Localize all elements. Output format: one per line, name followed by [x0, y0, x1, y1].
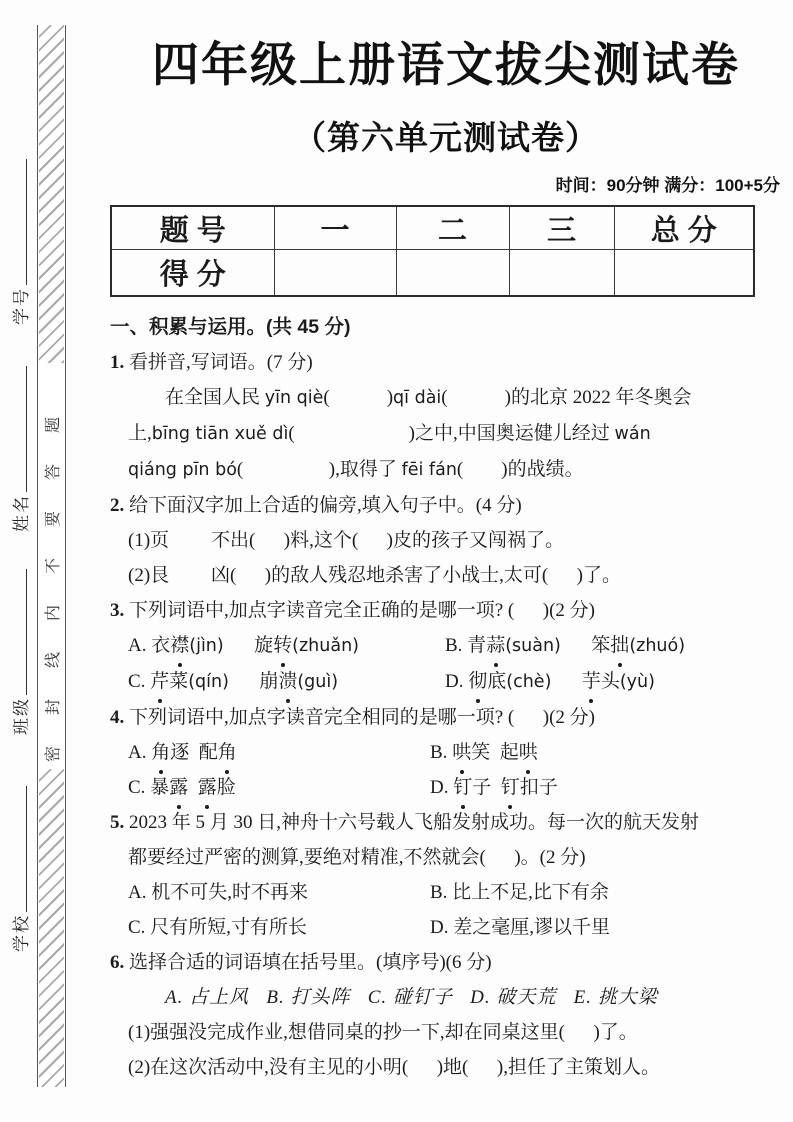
- emphasized-char: 露: [169, 770, 188, 805]
- text-line: [110, 488, 782, 523]
- class-blank-line: [8, 569, 27, 695]
- text-segment: (2)在这次活动中,没有主见的小明( )地( ),担任了主策划人。: [128, 1057, 660, 1078]
- text-segment: 的战绩。: [507, 459, 584, 480]
- pinyin-text: yīn qiè: [264, 388, 324, 408]
- pinyin-text: qī dài: [393, 388, 442, 408]
- score-table-header-part1: 一: [274, 206, 396, 250]
- text-segment: B.: [430, 742, 453, 763]
- text-segment: [128, 910, 430, 945]
- text-segment: 一、积累与运用。(共 45 分): [110, 316, 351, 338]
- pinyin-text: fēi fán: [401, 460, 457, 480]
- text-segment: [128, 875, 430, 910]
- emphasized-char: 钉: [501, 770, 520, 805]
- pinyin-text: bīng tiān xuě dì: [151, 424, 289, 444]
- text-segment: [128, 770, 430, 805]
- student-name-field: [8, 342, 32, 532]
- text-line: [110, 523, 782, 558]
- text-segment: 的北京 2022 年冬奥会: [510, 387, 692, 408]
- text-line: [110, 416, 782, 452]
- text-segment: 头: [600, 671, 620, 692]
- text-line: [110, 310, 782, 345]
- text-segment: 逐 配: [170, 742, 218, 763]
- text-segment: 子: [472, 777, 501, 798]
- text-segment: 脸: [216, 777, 236, 798]
- text-segment: 扣子: [519, 777, 558, 798]
- emphasized-char: 彻: [468, 664, 487, 699]
- emphasized-char: 转: [273, 628, 292, 663]
- main-content: [110, 28, 782, 1085]
- text-segment: A. 机不可失,时不再来: [128, 882, 308, 903]
- text-segment: B. 青: [445, 635, 487, 656]
- text-segment: 之中,中国奥运健儿经过: [415, 423, 615, 444]
- text-segment: [128, 628, 445, 664]
- emphasized-char: 钉: [453, 770, 472, 805]
- emphasized-char: 襟: [170, 628, 189, 663]
- text-line: [110, 558, 782, 593]
- pinyin-text: (jìn): [189, 636, 224, 656]
- text-segment: 笨: [591, 635, 611, 656]
- text-segment: 看拼音,写词语。(7 分): [124, 352, 313, 373]
- score-cell-part2: [396, 250, 509, 297]
- pinyin-text: (guì): [297, 672, 339, 692]
- text-line: [110, 875, 782, 910]
- emphasized-char: 露: [198, 770, 217, 805]
- score-table-header-total: 总分: [614, 206, 754, 250]
- text-segment: ( ): [288, 423, 416, 444]
- text-segment: D.: [445, 671, 469, 692]
- score-table-header-question: 题号: [111, 206, 274, 250]
- text-segment: 给下面汉字加上合适的偏旁,填入句子中。(4 分): [124, 495, 522, 516]
- text-segment: A. 占上风 B. 打头阵 C. 碰钉子 D. 破天荒 E. 挑大梁: [165, 987, 658, 1008]
- text-line: [110, 700, 782, 735]
- text-segment: 崩: [259, 671, 279, 692]
- text-segment: C.: [128, 671, 151, 692]
- hatch-pattern-bottom: [39, 769, 64, 1087]
- text-segment: 不出( )料,这个( )皮的孩子又闯祸了。: [210, 530, 565, 551]
- student-number-field: [8, 135, 32, 325]
- text-segment: ( ): [456, 459, 508, 480]
- text-line: [110, 980, 782, 1015]
- text-segment: 2.: [110, 495, 125, 516]
- emphasized-char: 蒜: [486, 628, 505, 663]
- pinyin-text: (yù): [619, 672, 655, 692]
- school-label: 学校: [11, 914, 31, 952]
- text-line: [110, 805, 782, 840]
- hatch-pattern-top: [39, 25, 64, 363]
- text-segment: 1.: [110, 352, 125, 373]
- text-line: [110, 345, 782, 380]
- text-segment: (2)艮: [128, 565, 170, 586]
- school-field: [8, 762, 32, 952]
- text-line: [110, 1050, 782, 1085]
- text-segment: 6.: [110, 952, 125, 973]
- text-line: [110, 452, 782, 488]
- pinyin-text: (zhuǎn): [292, 636, 359, 656]
- text-segment: 3.: [110, 600, 125, 621]
- pinyin-text: (zhuó): [629, 636, 686, 656]
- emphasized-char: 角: [151, 735, 170, 770]
- emphasized-char: 溃: [278, 664, 297, 699]
- student-number-label: 学号: [11, 287, 31, 325]
- seal-line-text: 密封线内不要答题: [45, 385, 62, 762]
- text-segment: ( ): [323, 387, 394, 408]
- text-segment: C. 尺有所短,寸有所长: [128, 917, 307, 938]
- score-table-header-part3: 三: [509, 206, 614, 250]
- text-segment: B. 比上不足,比下有余: [430, 882, 609, 903]
- score-cell-part1: [274, 250, 396, 297]
- emphasized-char: 哄: [519, 735, 538, 770]
- emphasized-char: 哄: [452, 735, 471, 770]
- page-title: 四年级上册语文拔尖测试卷: [152, 38, 740, 91]
- class-field: [8, 545, 32, 735]
- emphasized-char: 芹: [150, 664, 169, 699]
- text-segment: [188, 777, 198, 798]
- question-lines: [110, 310, 782, 1085]
- pinyin-text: (qín): [188, 672, 229, 692]
- text-line: [110, 910, 782, 945]
- text-segment: 菜: [169, 671, 189, 692]
- text-segment: [128, 664, 445, 700]
- text-line: [110, 840, 782, 875]
- text-line: [110, 664, 782, 700]
- text-line: [110, 1015, 782, 1050]
- text-segment: A. 衣: [128, 635, 171, 656]
- student-number-blank-line: [8, 159, 27, 285]
- text-segment: 下列词语中,加点字读音完全正确的是哪一项? ( )(2 分): [124, 600, 595, 621]
- student-name-blank-line: [8, 366, 27, 492]
- text-line: [110, 770, 782, 805]
- text-segment: (1)页: [128, 530, 170, 551]
- class-label: 班级: [11, 697, 31, 735]
- emphasized-char: 芋: [582, 664, 601, 699]
- student-name-label: 姓名: [11, 494, 31, 532]
- score-table-header-part2: 二: [396, 206, 509, 250]
- pinyin-text: (suàn): [505, 636, 561, 656]
- text-segment: 上,: [128, 423, 152, 444]
- text-segment: 在全国人民: [165, 387, 265, 408]
- score-table: [110, 205, 755, 297]
- text-line: [110, 593, 782, 628]
- score-cell-part3: [509, 250, 614, 297]
- pinyin-text: wán: [614, 424, 651, 444]
- pinyin-text: (chè): [506, 672, 552, 692]
- page-subtitle: （第六单元测试卷）: [293, 119, 599, 156]
- score-cell-total: [614, 250, 754, 297]
- text-segment: (1)强强没完成作业,想借同桌的抄一下,却在同桌这里( )了。: [128, 1022, 638, 1043]
- text-segment: 5.: [110, 812, 125, 833]
- emphasized-char: 角: [218, 735, 237, 770]
- text-segment: A.: [128, 742, 152, 763]
- pinyin-text: qiáng pīn bó: [128, 460, 237, 480]
- text-segment: 2023 年 5 月 30 日,神舟十六号载人飞船发射成功。每一次的航天发射: [124, 812, 700, 833]
- text-segment: [128, 735, 430, 770]
- text-segment: 4.: [110, 707, 125, 728]
- text-segment: 底: [487, 671, 507, 692]
- text-line: [110, 628, 782, 664]
- text-segment: D. 差之毫厘,谬以千里: [430, 917, 610, 938]
- text-line: [110, 735, 782, 770]
- score-row-label: 得分: [111, 250, 274, 297]
- text-segment: ( ): [441, 387, 511, 408]
- text-segment: ( ): [236, 459, 336, 480]
- school-blank-line: [8, 786, 27, 912]
- text-line: [110, 945, 782, 980]
- text-segment: 选择合适的词语填在括号里。(填序号)(6 分): [124, 952, 492, 973]
- text-segment: 旋: [254, 635, 274, 656]
- text-segment: ,取得了: [335, 459, 402, 480]
- exam-meta: 时间：90分钟 满分：100+5分: [555, 176, 780, 195]
- emphasized-char: 拙: [610, 628, 629, 663]
- text-segment: C. 暴: [128, 777, 170, 798]
- text-line: [110, 380, 782, 416]
- text-segment: 笑 起: [471, 742, 519, 763]
- text-segment: 都要经过严密的测算,要绝对精准,不然就会( )。(2 分): [128, 847, 586, 868]
- text-segment: D.: [430, 777, 454, 798]
- text-segment: 凶( )的敌人残忍地杀害了小战士,太可( )了。: [210, 565, 622, 586]
- text-segment: 下列词语中,加点字读音完全相同的是哪一项? ( )(2 分): [124, 707, 595, 728]
